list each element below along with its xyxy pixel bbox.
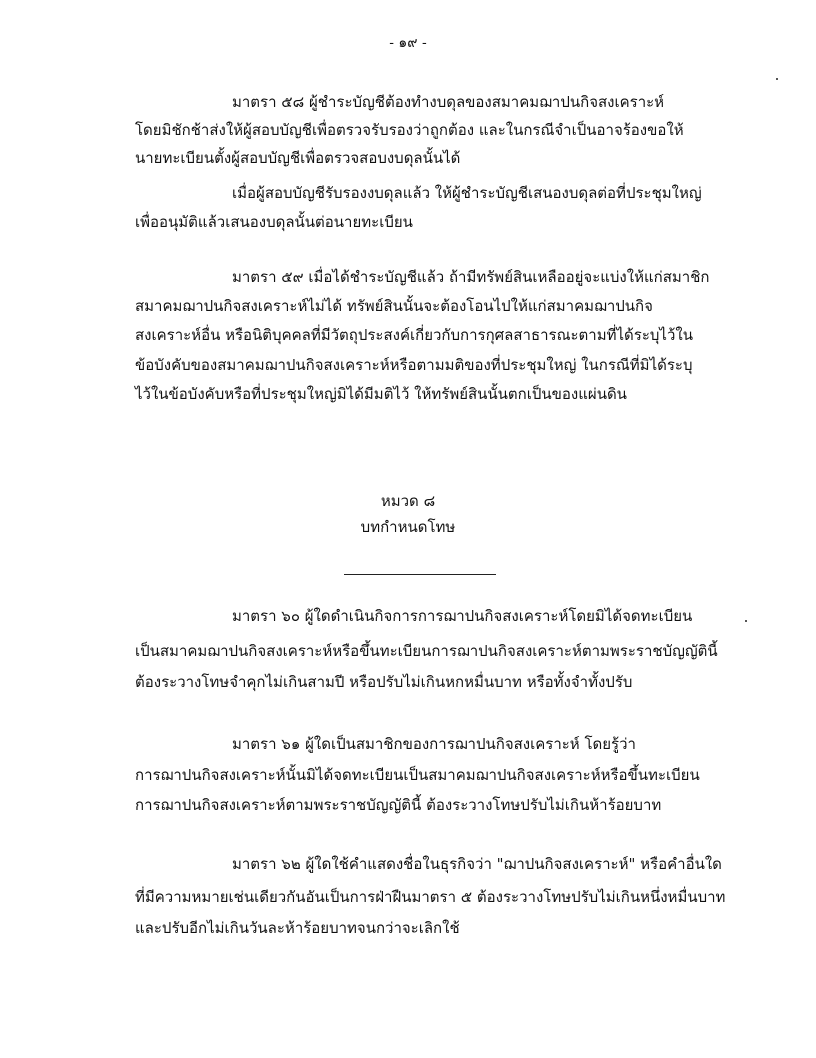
chapter-number: หมวด ๘ (380, 492, 436, 510)
section-61-line-2: การฌาปนกิจสงเคราะห์นั้นมิได้จดทะเบียนเป็นสมาคมฌาปนกิจสงเคราะห์หรือขึ้นทะเบียน (135, 766, 700, 784)
section-59-line-2: สมาคมฌาปนกิจสงเคราะห์ไม่ได้ ทรัพย์สินนั้นจะต้องโอนไปให้แก่สมาคมฌาปนกิจ (135, 297, 653, 315)
section-62-line-2: ที่มีความหมายเช่นเดียวกันอันเป็นการฝ่าฝืนมาตรา ๕ ต้องระวางโทษปรับไม่เกินหนึ่งหมื่นบาท (135, 888, 726, 906)
section-59-line-1: มาตรา ๕๙ เมื่อได้ชำระบัญชีแล้ว ถ้ามีทรัพย์สินเหลืออยู่จะแบ่งให้แก่สมาชิก (232, 268, 710, 286)
scan-speck (776, 78, 778, 80)
section-60-line-2: เป็นสมาคมฌาปนกิจสงเคราะห์หรือขึ้นทะเบียนการฌาปนกิจสงเคราะห์ตามพระราชบัญญัตินี้ (135, 642, 718, 660)
page-number: - ๑๙ - (389, 35, 427, 51)
section-58-para2-line-2: เพื่ออนุมัติแล้วเสนองบดุลนั้นต่อนายทะเบียน (135, 213, 413, 231)
chapter-title: บทกำหนดโทษ (360, 518, 456, 536)
section-61-line-1: มาตรา ๖๑ ผู้ใดเป็นสมาชิกของการฌาปนกิจสงเคราะห์ โดยรู้ว่า (232, 735, 636, 753)
divider (344, 574, 496, 575)
section-60-line-3: ต้องระวางโทษจำคุกไม่เกินสามปี หรือปรับไม่เกินหกหมื่นบาท หรือทั้งจำทั้งปรับ (135, 673, 633, 691)
section-62-line-1: มาตรา ๖๒ ผู้ใดใช้คำแสดงชื่อในธุรกิจว่า "ฌาปนกิจสงเคราะห์" หรือคำอื่นใด (232, 855, 722, 873)
section-61-line-3: การฌาปนกิจสงเคราะห์ตามพระราชบัญญัตินี้ ต้องระวางโทษปรับไม่เกินห้าร้อยบาท (135, 796, 662, 814)
section-59-line-5: ไว้ในข้อบังคับหรือที่ประชุมใหญ่มิได้มีมติไว้ ให้ทรัพย์สินนั้นตกเป็นของแผ่นดิน (135, 385, 627, 403)
section-58-line-2: โดยมิชักช้าส่งให้ผู้สอบบัญชีเพื่อตรวจรับรองว่าถูกต้อง และในกรณีจำเป็นอาจร้องขอให้ (135, 121, 684, 139)
scan-speck (745, 620, 747, 622)
section-58-para2-line-1: เมื่อผู้สอบบัญชีรับรองงบดุลแล้ว ให้ผู้ชำระบัญชีเสนองบดุลต่อที่ประชุมใหญ่ (232, 184, 702, 202)
section-60-line-1: มาตรา ๖๐ ผู้ใดดำเนินกิจการการฌาปนกิจสงเคราะห์โดยมิได้จดทะเบียน (232, 607, 693, 625)
section-58-line-1: มาตรา ๕๘ ผู้ชำระบัญชีต้องทำงบดุลของสมาคมฌาปนกิจสงเคราะห์ (232, 93, 665, 111)
section-59-line-4: ข้อบังคับของสมาคมฌาปนกิจสงเคราะห์หรือตามมติของที่ประชุมใหญ่ ในกรณีที่มิได้ระบุ (135, 356, 693, 374)
section-58-line-3: นายทะเบียนตั้งผู้สอบบัญชีเพื่อตรวจสอบงบดุลนั้นได้ (135, 149, 461, 167)
section-62-line-3: และปรับอีกไม่เกินวันละห้าร้อยบาทจนกว่าจะเลิกใช้ (135, 919, 460, 937)
section-59-line-3: สงเคราะห์อื่น หรือนิติบุคคลที่มีวัตถุประสงค์เกี่ยวกับการกุศลสาธารณะตามที่ได้ระบุไว้ใน (135, 326, 693, 344)
